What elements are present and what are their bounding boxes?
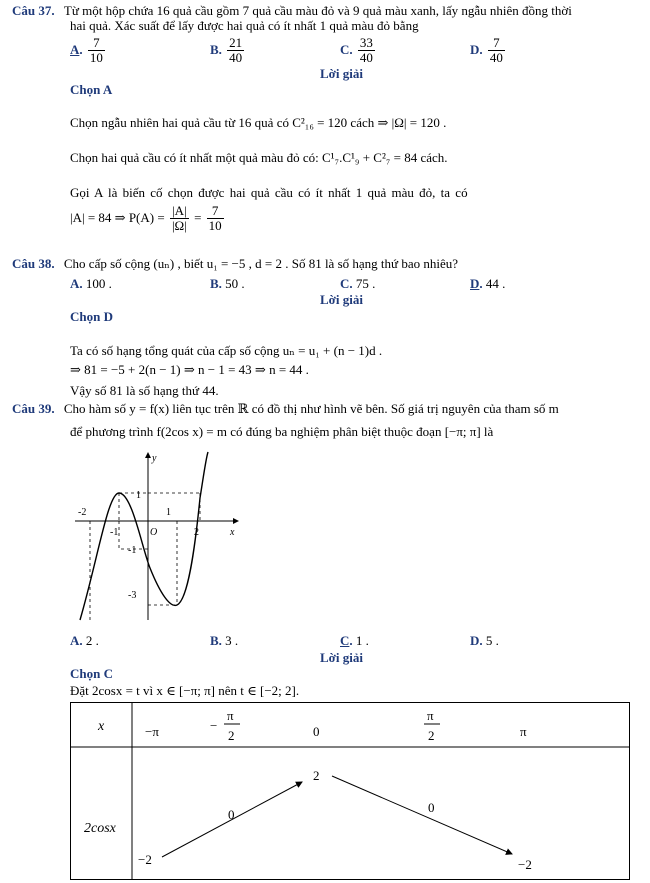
- table-row1-label: x: [98, 719, 105, 734]
- tick-y-neg1: -1: [128, 545, 137, 556]
- q37-loigiai: Lời giải: [320, 66, 363, 81]
- q38-loigiai: Lời giải: [320, 292, 363, 307]
- curve-f: [80, 452, 208, 620]
- q37-line1: [12, 3, 572, 19]
- q37-option-c[interactable]: C. $\frac{33}{40}$: [340, 35, 373, 66]
- q39-text1: Cho hàm số y = f(x) liên tục trên ℝ có đồ thị như hình vẽ bên. Số giá trị nguyên của tham số m: [63, 401, 559, 416]
- q38-chon: Chọn D: [70, 309, 113, 324]
- val-zero-right: 0: [428, 800, 435, 815]
- q39-option-a[interactable]: A. 2 .: [70, 633, 99, 648]
- q37-sol1: Chọn ngẫu nhiên hai quả cầu từ 16 quả có C²₁₆ = 120 cách ⇒ |Ω| = 120 .: [70, 115, 447, 130]
- q37-chon: Chọn A: [70, 82, 113, 97]
- q37-label: Câu 37.: [12, 3, 55, 18]
- val-neg2-left: −2: [138, 852, 152, 867]
- q39-chon: Chọn C: [70, 666, 113, 681]
- q37-option-b[interactable]: B. $\frac{21}{40}$: [210, 35, 243, 66]
- q39-option-c[interactable]: C. 1 .: [340, 633, 369, 648]
- tick-x-neg1: -1: [110, 527, 119, 538]
- y-label: y: [152, 453, 157, 464]
- x-neg-pi: −π: [145, 724, 159, 739]
- q39-option-b[interactable]: B. 3 .: [210, 633, 239, 648]
- q39-line1: [12, 401, 559, 417]
- q37-option-a[interactable]: A. $\frac{7}{10}$: [70, 35, 103, 66]
- q37-sol4: |A| = 84 ⇒ P(A) = $\frac{|A|}{|\Omega|}$ = $\frac{7}{10}$: [70, 203, 222, 234]
- q38-option-c[interactable]: C. 75 .: [340, 276, 376, 291]
- q39-sol1: Đặt 2cosx = t vì x ∈ [−π; π] nên t ∈ [−2; 2].: [70, 683, 300, 698]
- q38-line: [12, 256, 458, 272]
- tick-y-1: 1: [136, 490, 141, 501]
- q38-option-b[interactable]: B. 50 .: [210, 276, 245, 291]
- x-zero: 0: [313, 724, 320, 739]
- q37-sol3: Gọi A là biến cố chọn được hai quả cầu có ít nhất 1 quả màu đỏ, ta có: [70, 185, 468, 200]
- q38-sol2: ⇒ 81 = −5 + 2(n − 1) ⇒ n − 1 = 43 ⇒ n = 44 .: [70, 362, 309, 377]
- x-label: x: [230, 527, 235, 538]
- q38-sol3: Vậy số 81 là số hạng thứ 44.: [70, 383, 219, 398]
- q37-option-d[interactable]: D. $\frac{7}{40}$: [470, 35, 503, 66]
- q39-loigiai: Lời giải: [320, 650, 363, 665]
- val-max-2: 2: [313, 768, 320, 783]
- q39-function-graph: [70, 448, 250, 623]
- q38-text: Cho cấp số cộng (uₙ) , biết u₁ = −5 , d = 2 . Số 81 là số hạng thứ bao nhiêu?: [63, 256, 458, 271]
- x-neg-sign: −: [210, 718, 218, 733]
- arrow-decrease: [332, 776, 512, 854]
- q39-text2: để phương trình f(2cos x) = m có đúng ba nghiệm phân biệt thuộc đoạn [−π; π] là: [70, 424, 494, 439]
- origin-label: O: [150, 527, 158, 538]
- guide-lines: [90, 493, 200, 620]
- tick-x-neg2: -2: [78, 507, 87, 518]
- q38-label: Câu 38.: [12, 256, 55, 271]
- q38-option-d[interactable]: D. 44 .: [470, 276, 506, 291]
- q37-text1: Từ một hộp chứa 16 quả cầu gồm 7 quả cầu màu đỏ và 9 quả màu xanh, lấy ngẫu nhiên đồng thời: [63, 3, 572, 18]
- x-neg-pi2-num: π: [227, 708, 234, 723]
- x-pi2-den: 2: [428, 728, 435, 743]
- table-row2-label: 2cosx: [84, 821, 116, 836]
- q37-sol2: Chọn hai quả cầu có ít nhất một quả màu đỏ có: C¹₇.C¹₉ + C²₇ = 84 cách.: [70, 150, 448, 165]
- val-zero-left: 0: [228, 807, 235, 822]
- q38-option-a[interactable]: A. 100 .: [70, 276, 112, 291]
- x-pi: π: [520, 724, 527, 739]
- tick-x-2: 2: [194, 527, 199, 538]
- x-pi2-num: π: [427, 708, 434, 723]
- arrow-increase: [162, 782, 302, 857]
- q39-option-d[interactable]: D. 5 .: [470, 633, 499, 648]
- q39-label: Câu 39.: [12, 401, 55, 416]
- variation-table: [70, 702, 630, 880]
- val-neg2-right: −2: [518, 857, 532, 872]
- q37-text2: hai quả. Xác suất để lấy được hai quả có ít nhất 1 quả màu đỏ bằng: [70, 18, 419, 33]
- tick-y-neg3: -3: [128, 590, 137, 601]
- tick-x-1: 1: [166, 507, 171, 518]
- q38-sol1: Ta có số hạng tổng quát của cấp số cộng uₙ = u₁ + (n − 1)d .: [70, 343, 383, 358]
- x-neg-pi2-den: 2: [228, 728, 235, 743]
